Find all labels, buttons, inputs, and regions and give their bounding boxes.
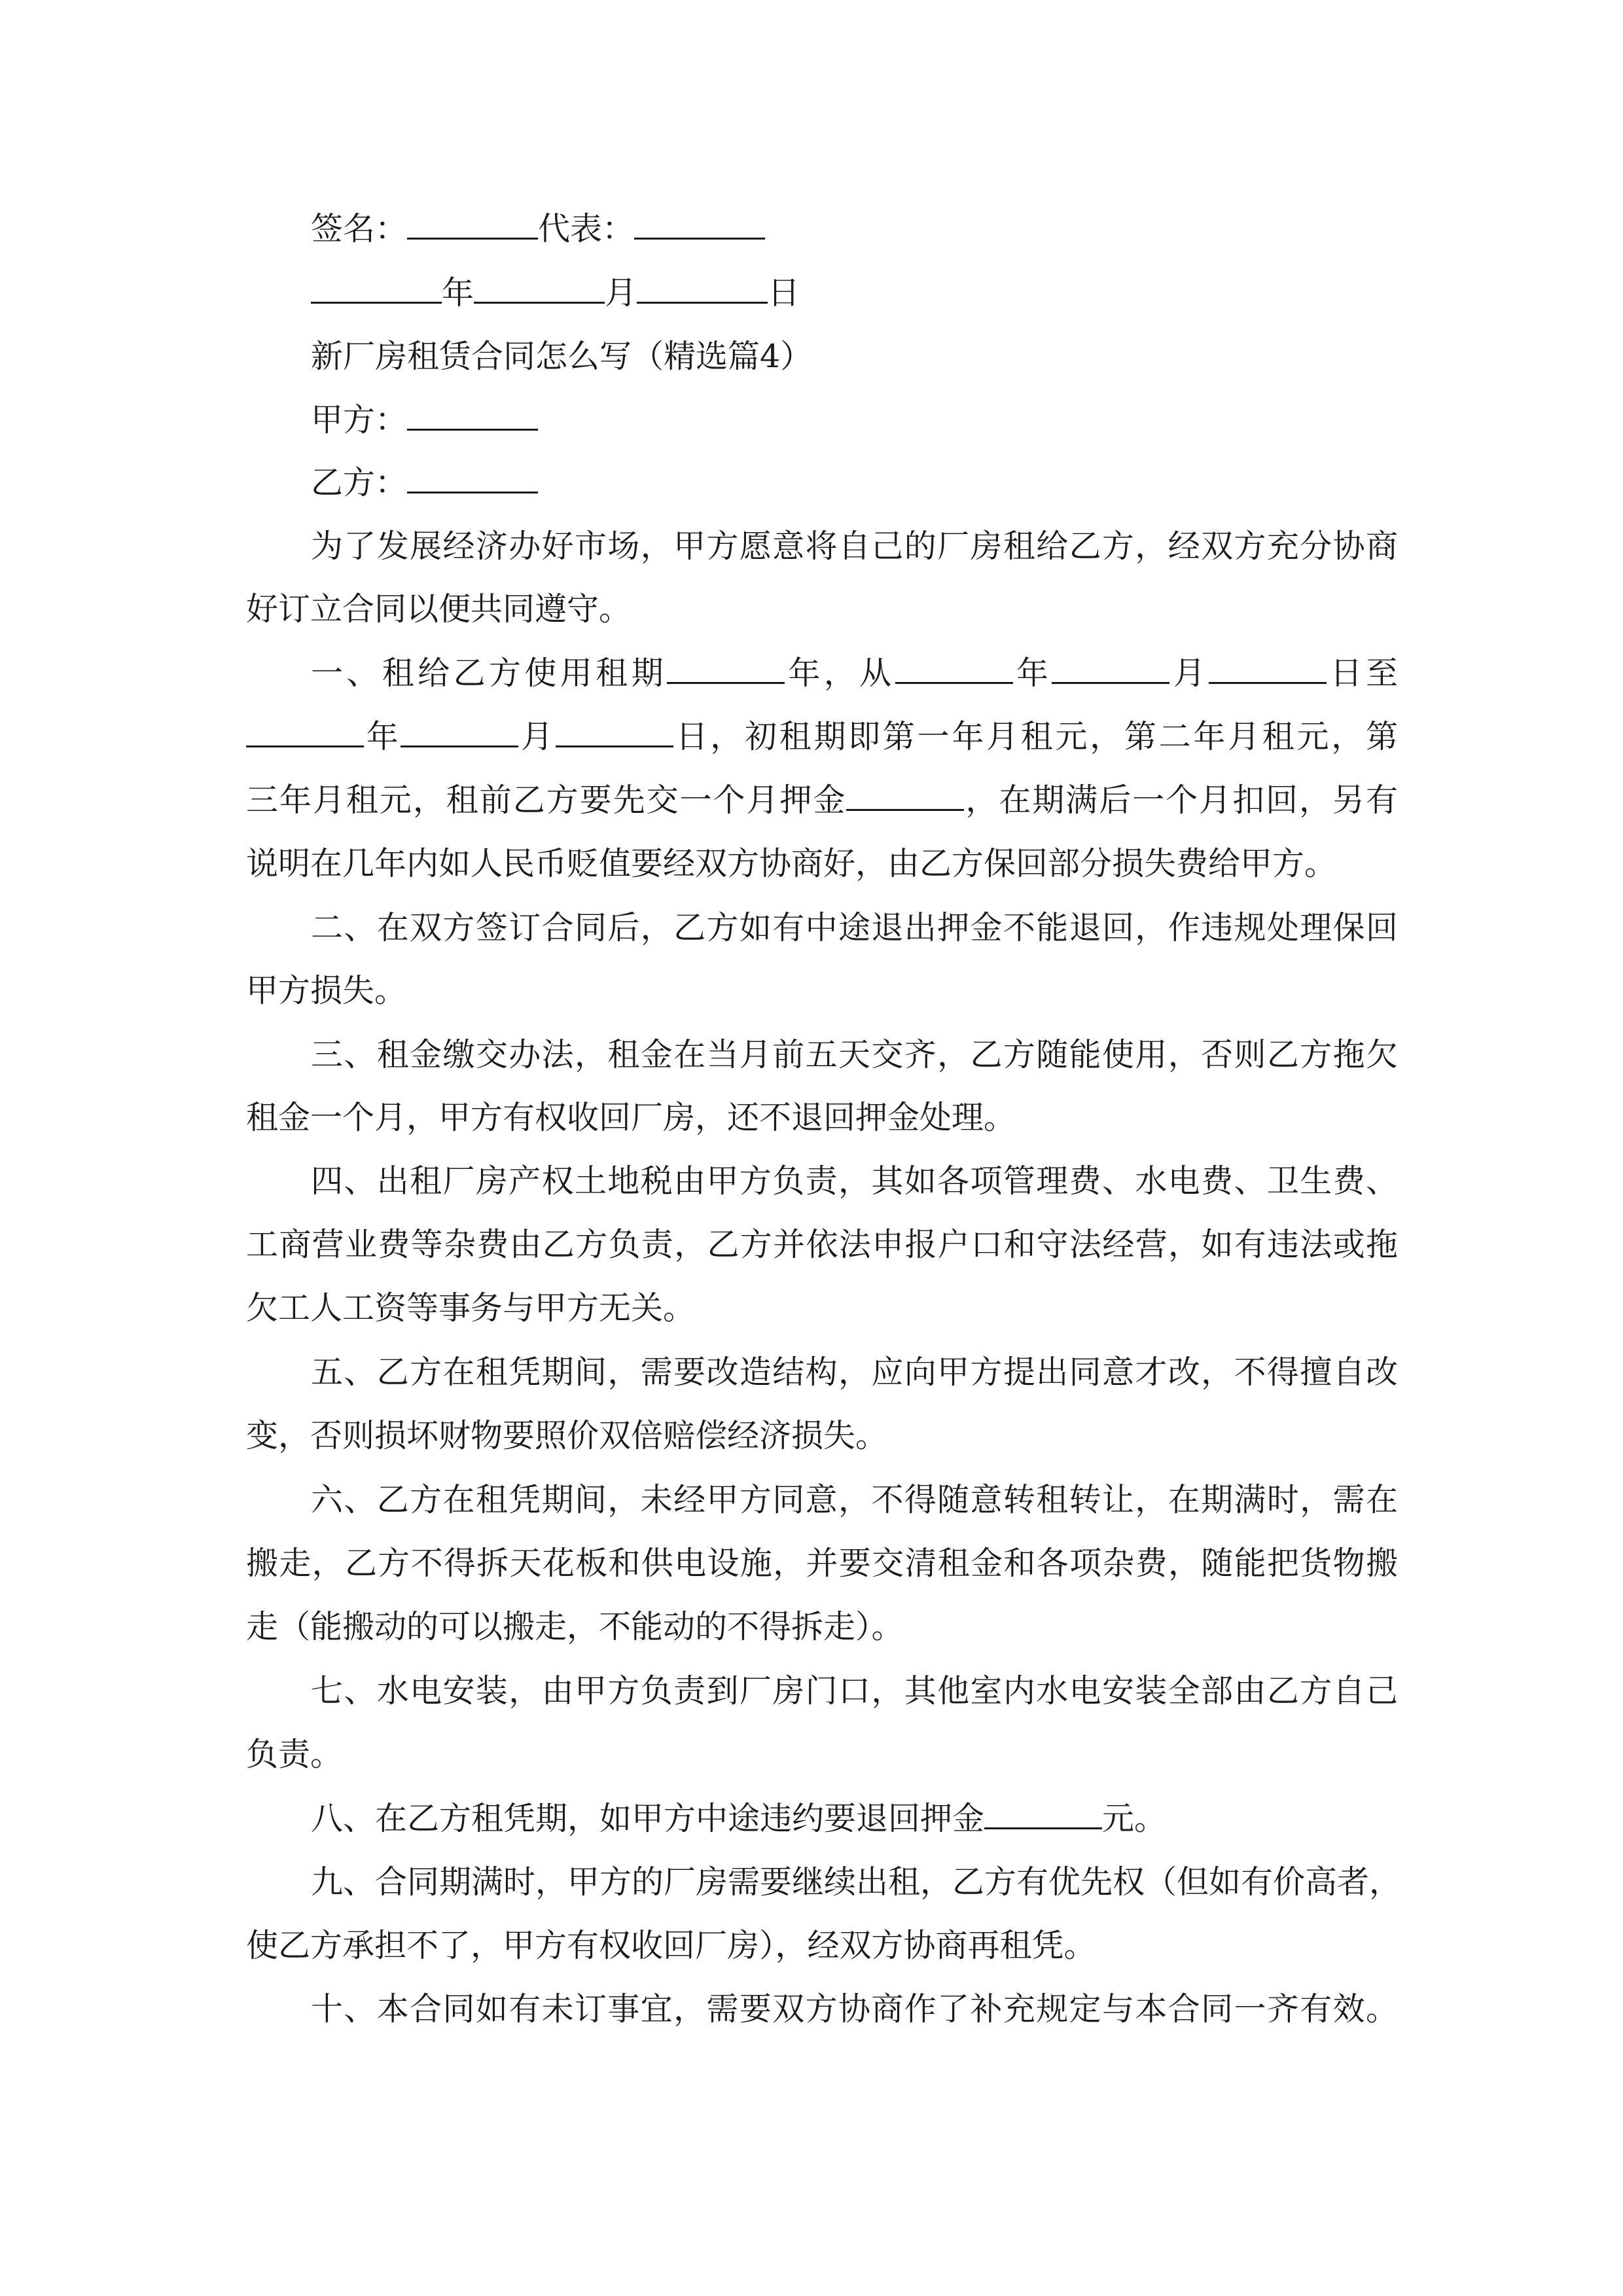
refund-deposit-blank bbox=[984, 1800, 1102, 1829]
from-month-blank bbox=[1052, 655, 1169, 684]
intro-line-1: 为了发展经济办好市场，甲方愿意将自己的厂房租给乙方，经双方充分协商 bbox=[311, 528, 1398, 565]
date-line bbox=[311, 272, 1398, 314]
party-b-blank bbox=[407, 464, 538, 493]
clause2-line-1: 二、在双方签订合同后，乙方如有中途退出押金不能退回，作违规处理保回 bbox=[311, 909, 1398, 946]
clause2-line-2: 甲方损失。 bbox=[246, 972, 407, 1009]
clause1-line-4: 说明在几年内如人民币贬值要经双方协商好，由乙方保回部分损失费给甲方。 bbox=[246, 845, 1337, 882]
clause9-line-1: 九、合同期满时，甲方的厂房需要继续出租，乙方有优先权（但如有价高者， bbox=[311, 1863, 1402, 1901]
clause4-line-2: 工商营业费等杂费由乙方负责，乙方并依法申报户口和守法经营，如有违法或拖 bbox=[246, 1226, 1398, 1263]
clause6-line-2: 搬走，乙方不得拆天花板和供电设施，并要交清租金和各项杂费，随能把货物搬 bbox=[246, 1545, 1398, 1582]
to-year-blank bbox=[246, 718, 364, 747]
clause9-line-2: 使乙方承担不了，甲方有权收回厂房），经双方协商再租凭。 bbox=[246, 1927, 1096, 1964]
party-b-label: 乙方： bbox=[311, 464, 408, 501]
party-b-line bbox=[311, 462, 1398, 504]
clause1-text-b: 年，从 bbox=[784, 655, 895, 692]
clause1-text-f: 年 bbox=[364, 718, 401, 755]
clause3-line-1: 三、租金缴交办法，租金在当月前五天交齐，乙方随能使用，否则乙方拖欠 bbox=[311, 1036, 1398, 1073]
year-label: 年 bbox=[442, 274, 474, 312]
intro-line-2: 好订立合同以便共同遵守。 bbox=[246, 590, 632, 628]
clause4-line-3: 欠工人工资等事务与甲方无关。 bbox=[246, 1289, 696, 1327]
year-blank bbox=[311, 274, 442, 304]
clause10-line-1: 十、本合同如有未订事宜，需要双方协商作了补充规定与本合同一齐有效。 bbox=[311, 1990, 1398, 2028]
clause7-line-1: 七、水电安装，由甲方负责到厂房门口，其他室内水电安装全部由乙方自己 bbox=[311, 1672, 1398, 1710]
to-day-blank bbox=[556, 718, 673, 747]
clause5-line-1: 五、乙方在租凭期间，需要改造结构，应向甲方提出同意才改，不得擅自改 bbox=[311, 1354, 1398, 1391]
clause1-line-2 bbox=[246, 716, 1398, 758]
day-label: 日 bbox=[768, 274, 800, 312]
clause5-line-2: 变，否则损坏财物要照价双倍赔偿经济损失。 bbox=[246, 1417, 888, 1454]
clause1-text-a: 一、租给乙方使用租期 bbox=[311, 655, 667, 692]
from-day-blank bbox=[1209, 655, 1327, 684]
day-blank bbox=[637, 274, 768, 304]
clause1-line-3 bbox=[246, 780, 1398, 821]
clause1-text-i: 三年月租元，租前乙方要先交一个月押金 bbox=[246, 781, 847, 819]
section-title: 新厂房租赁合同怎么写（精选篇4） bbox=[311, 338, 813, 375]
term-blank bbox=[667, 655, 785, 684]
clause1-text-h: 日，初租期即第一年月租元，第二年月租元，第 bbox=[673, 718, 1398, 755]
party-a-blank bbox=[407, 401, 538, 431]
sign-label: 签名： bbox=[311, 210, 408, 247]
clause4-line-1: 四、出租厂房产权土地税由甲方负责，其如各项管理费、水电费、卫生费、 bbox=[311, 1162, 1398, 1200]
party-a-line bbox=[311, 399, 1398, 441]
rep-blank bbox=[634, 210, 765, 240]
party-a-label: 甲方： bbox=[311, 401, 408, 439]
signature-line bbox=[311, 208, 1398, 250]
clause1-text-c: 年 bbox=[1012, 655, 1052, 692]
clause8-text-a: 八、在乙方租凭期，如甲方中途违约要退回押金 bbox=[311, 1800, 985, 1837]
clause1-text-g: 月 bbox=[518, 718, 556, 755]
sign-blank bbox=[407, 210, 538, 240]
to-month-blank bbox=[401, 718, 518, 747]
clause6-line-3: 走（能搬动的可以搬走，不能动的不得拆走）。 bbox=[246, 1608, 904, 1645]
clause1-text-j: ，在期满后一个月扣回，另有 bbox=[964, 781, 1398, 819]
clause8-text-b: 元。 bbox=[1102, 1800, 1167, 1837]
from-year-blank bbox=[895, 655, 1013, 684]
clause8-line-1 bbox=[311, 1798, 1398, 1840]
month-label: 月 bbox=[605, 274, 637, 312]
clause6-line-1: 六、乙方在租凭期间，未经甲方同意，不得随意转租转让，在期满时，需在 bbox=[311, 1481, 1398, 1518]
clause1-text-e: 日至 bbox=[1327, 655, 1398, 692]
deposit-blank bbox=[846, 781, 964, 811]
clause3-line-2: 租金一个月，甲方有权收回厂房，还不退回押金处理。 bbox=[246, 1099, 1016, 1136]
clause1-text-d: 月 bbox=[1169, 655, 1209, 692]
clause7-line-2: 负责。 bbox=[246, 1736, 343, 1773]
rep-label: 代表： bbox=[538, 210, 635, 247]
clause1-line-1 bbox=[311, 653, 1398, 694]
month-blank bbox=[474, 274, 605, 304]
